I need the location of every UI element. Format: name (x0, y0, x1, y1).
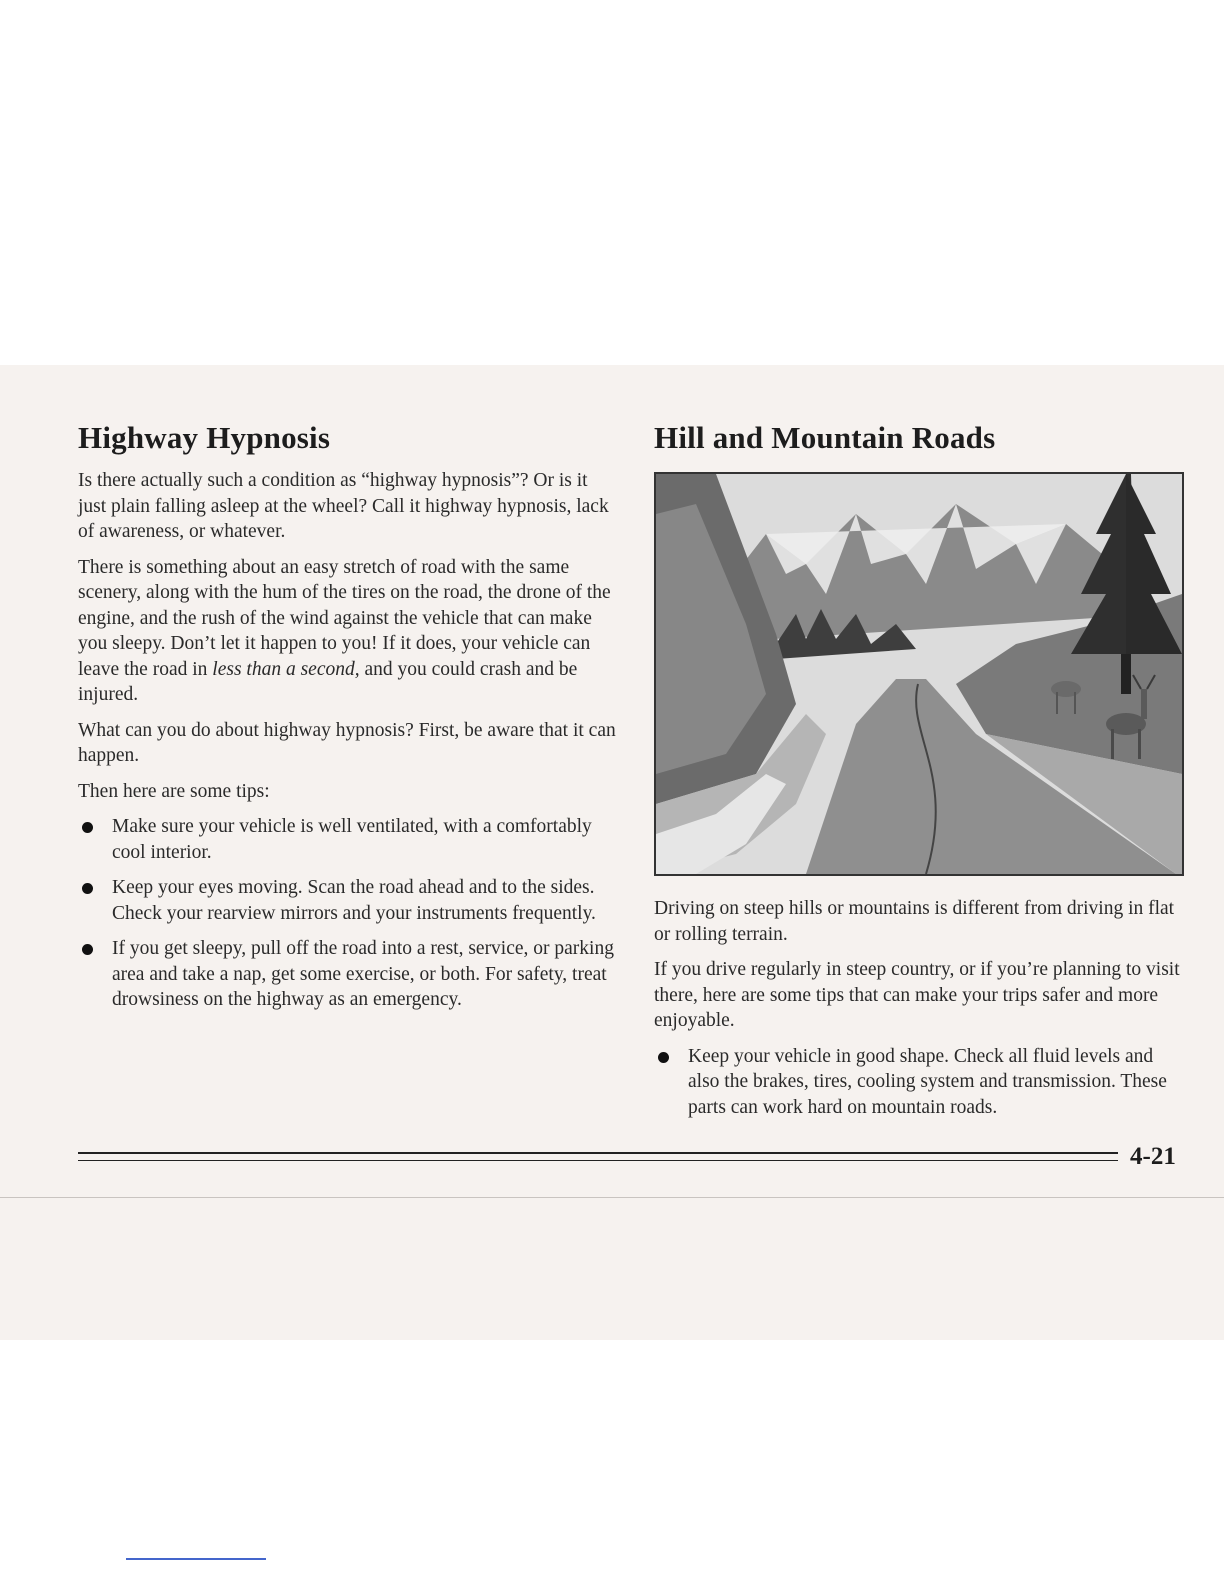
mountain-road-illustration (654, 472, 1184, 876)
paragraph: Is there actually such a condition as “highway hypnosis”? Or is it just plain falling asleep at the wheel? Call it highway hypnosis, lack of awareness, or whatever. (78, 470, 609, 542)
link-underline[interactable] (126, 1558, 266, 1560)
page-number: 4-21 (1130, 1143, 1176, 1170)
list-item: Make sure your vehicle is well ventilated, with a comfortably cool interior. (78, 814, 618, 865)
list-item: Keep your eyes moving. Scan the road ahead and to the sides. Check your rearview mirrors and your instruments frequently. (78, 875, 618, 926)
rule-line (78, 1160, 1118, 1161)
bullet-icon (658, 1052, 669, 1063)
tips-list (78, 814, 618, 1013)
emphasis: less than a second, (212, 658, 360, 680)
bullet-icon (82, 883, 93, 894)
right-column (654, 420, 1184, 1130)
bullet-icon (82, 822, 93, 833)
paragraph: What can you do about highway hypnosis? First, be aware that it can happen. (78, 719, 616, 766)
paragraph: There is something about an easy stretch of road with the same scenery, along with the hum of the tires on the road, the drone of the engine, and the rush of the wind against the vehicle that can make you sleepy. Don’t let it happen to you! If it does, your vehicle can leave the road in less than a second, and you could crash and be injured. (78, 556, 611, 705)
mountain-road-drawing (656, 474, 1182, 874)
paragraph: If you drive regularly in steep country, or if you’re planning to visit there, here are some tips that can make your trips safer and more enjoyable. (654, 959, 1180, 1031)
section-heading-highway-hypnosis: Highway Hypnosis (78, 420, 331, 455)
rule-line (78, 1152, 1118, 1154)
left-column (78, 420, 618, 1023)
list-item: If you get sleepy, pull off the road into a rest, service, or parking area and take a nap, get some exercise, or both. For safety, treat drowsiness on the highway as an emergency. (78, 936, 618, 1013)
tips-list (654, 1044, 1184, 1121)
section-heading-hill-mountain-roads: Hill and Mountain Roads (654, 420, 996, 455)
list-item: Keep your vehicle in good shape. Check all fluid levels and also the brakes, tires, cooling system and transmission. These parts can work hard on mountain roads. (654, 1044, 1184, 1121)
paragraph: Then here are some tips: (78, 780, 270, 802)
scan-edge-line (0, 1197, 1224, 1198)
bullet-icon (82, 944, 93, 955)
paragraph: Driving on steep hills or mountains is different from driving in flat or rolling terrain. (654, 898, 1175, 945)
footer-rule (78, 1150, 1126, 1170)
